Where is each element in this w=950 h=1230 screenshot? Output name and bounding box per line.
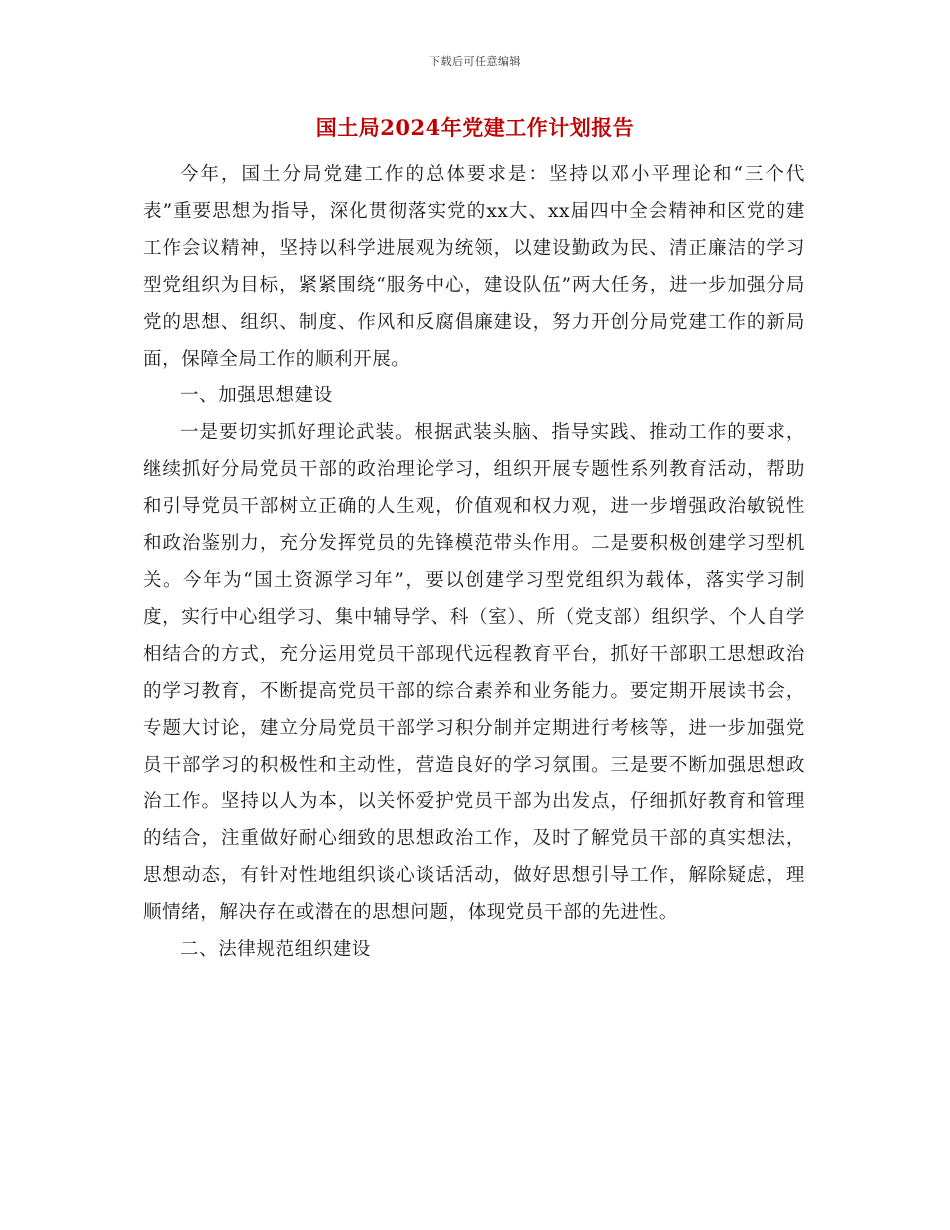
document-body (143, 157, 805, 969)
header-note: 下载后可任意编辑 (429, 55, 521, 68)
document-title: 国土局2024年党建工作计划报告 (315, 115, 635, 140)
section-heading-1: 一、加强思想建设 (180, 385, 333, 407)
paragraph-section-1: 一是要切实抓好理论武装。根据武装头脑、指导实践、推动工作的要求，继续抓好分局党员干部的政治理论学习，组织开展专题性系列教育活动，帮助和引导党员干部树立正确的人生观，价值观和权力观，进一步增强政治敏锐性和政治鉴别力，充分发挥党员的先锋模范带头作用。二是要积极创建学习型机关。今年为“国土资源学习年”，要以创建学习型党组织为载体，落实学习制度，实行中心组学习、集中辅导学、科（室）、所（党支部）组织学、个人自学相结合的方式，充分运用党员干部现代远程教育平台，抓好干部职工思想政治的学习教育，不断提高党员干部的综合素养和业务能力。要定期开展读书会，专题大讨论，建立分局党员干部学习积分制并定期进行考核等，进一步加强党员干部学习的积极性和主动性，营造良好的学习氛围。三是要不断加强思想政治工作。坚持以人为本，以关怀爱护党员干部为出发点，仔细抓好教育和管理的结合，注重做好耐心细致的思想政治工作，及时了解党员干部的真实想法，思想动态，有针对性地组织谈心谈话活动，做好思想引导工作，解除疑虑，理顺情绪，解决存在或潜在的思想问题，体现党员干部的先进性。 (143, 422, 805, 924)
paragraph-intro: 今年，国土分局党建工作的总体要求是：坚持以邓小平理论和“三个代表”重要思想为指导，深化贯彻落实党的xx大、xx届四中全会精神和区党的建工作会议精神，坚持以科学进展观为统领，以建设勤政为民、清正廉洁的学习型党组织为目标，紧紧围绕“服务中心，建设队伍”两大任务，进一步加强分局党的思想、组织、制度、作风和反腐倡廉建设，努力开创分局党建工作的新局面，保障全局工作的顺利开展。 (143, 164, 805, 370)
section-heading-2: 二、法律规范组织建设 (180, 939, 372, 961)
